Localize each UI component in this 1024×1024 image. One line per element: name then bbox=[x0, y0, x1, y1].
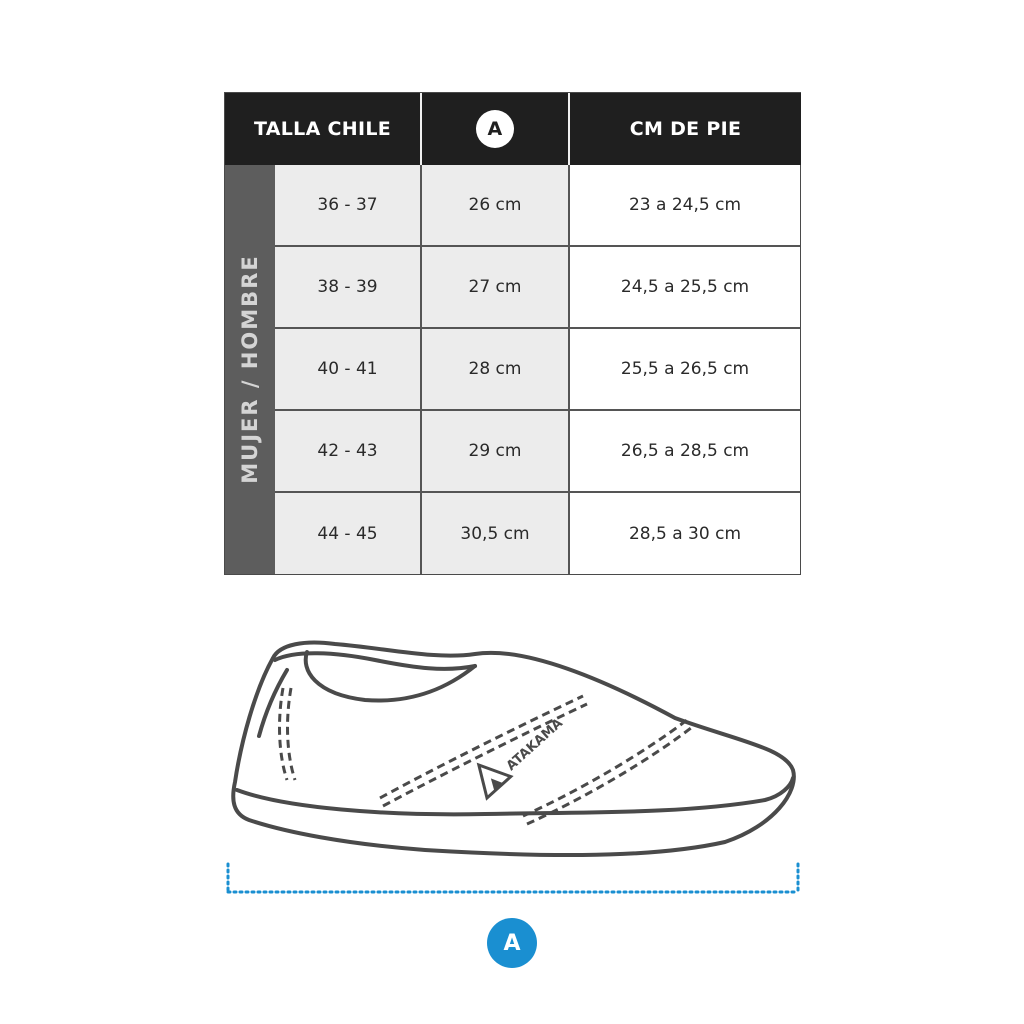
gender-side-strip bbox=[225, 165, 275, 574]
header-measure-a bbox=[420, 93, 568, 165]
measure-cell: 28 cm bbox=[420, 329, 568, 411]
header-cm-de-pie: CM DE PIE bbox=[568, 93, 801, 165]
dimension-line-a bbox=[224, 862, 802, 896]
foot-length-cell: 24,5 a 25,5 cm bbox=[568, 247, 800, 329]
foot-length-cell: 25,5 a 26,5 cm bbox=[568, 329, 800, 411]
measure-a-badge: A bbox=[476, 110, 514, 148]
atakama-logo-text: ATAKAMA bbox=[503, 715, 566, 774]
size-cell: 40 - 41 bbox=[275, 329, 420, 411]
foot-length-cell: 28,5 a 30 cm bbox=[568, 493, 800, 574]
table-row bbox=[275, 329, 800, 411]
measure-cell: 30,5 cm bbox=[420, 493, 568, 574]
table-row bbox=[275, 247, 800, 329]
size-chart-table bbox=[224, 92, 801, 575]
size-cell: 36 - 37 bbox=[275, 165, 420, 247]
atakama-logo-icon bbox=[467, 705, 566, 798]
measure-cell: 26 cm bbox=[420, 165, 568, 247]
table-row bbox=[275, 165, 800, 247]
foot-length-cell: 26,5 a 28,5 cm bbox=[568, 411, 800, 493]
stitch-heel-inner bbox=[288, 688, 295, 780]
table-row bbox=[275, 411, 800, 493]
slipper-sole-line bbox=[237, 778, 793, 814]
measure-cell: 29 cm bbox=[420, 411, 568, 493]
table-row bbox=[275, 493, 800, 574]
size-cell: 44 - 45 bbox=[275, 493, 420, 574]
stitch-heel-outer bbox=[280, 688, 287, 780]
slipper-illustration bbox=[225, 630, 815, 870]
dimension-a-badge: A bbox=[487, 918, 537, 968]
size-cell: 42 - 43 bbox=[275, 411, 420, 493]
header-talla-chile: TALLA CHILE bbox=[225, 93, 420, 165]
foot-length-cell: 23 a 24,5 cm bbox=[568, 165, 800, 247]
measure-cell: 27 cm bbox=[420, 247, 568, 329]
slipper-outer-outline bbox=[233, 643, 794, 856]
stitch-panel-1-upper bbox=[380, 696, 583, 798]
size-cell: 38 - 39 bbox=[275, 247, 420, 329]
slipper-collar-inner bbox=[306, 652, 475, 701]
gender-label: MUJER / HOMBRE bbox=[238, 254, 262, 484]
